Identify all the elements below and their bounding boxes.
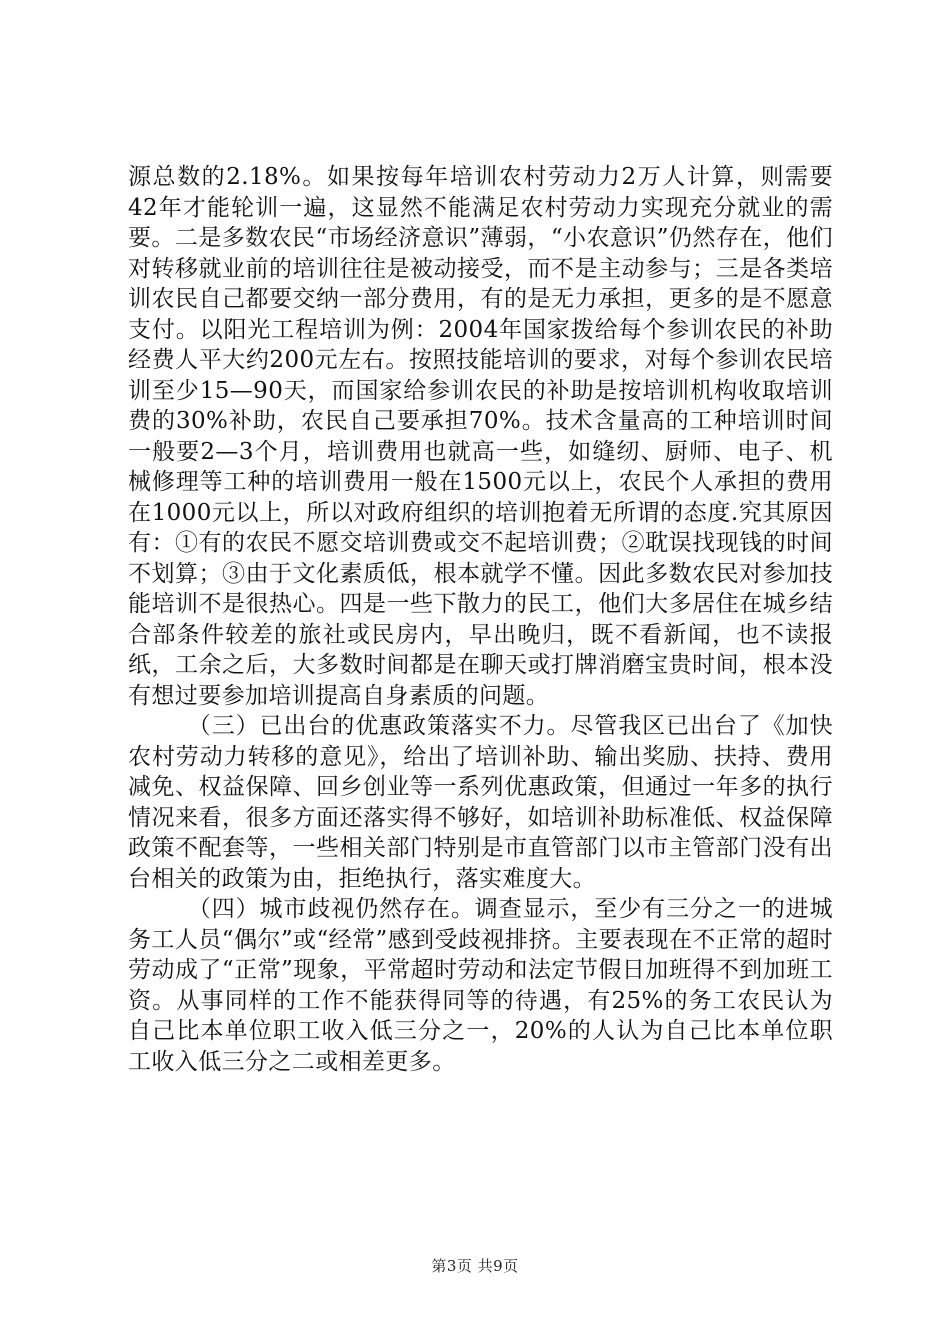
paragraph-training-issues: 源总数的2.18%。如果按每年培训农村劳动力2万人计算，则需要42年才能轮训一遍，这显然不能满足农村劳动力实现充分就业的需要。二是多数农民“市场经济意识”薄弱，“小农意识”仍然存在，他们对转移就业前的培训往往是被动接受，而不是主动参与；三是各类培训农民自己都要交纳一部分费用，有的是无力承担，更多的是不愿意支付。以阳光工程培训为例：2004年国家拨给每个参训农民的补助经费人平大约200元左右。按照技能培训的要求，对每个参训农民培训至少15—90天，而国家给参训农民的补助是按培训机构收取培训费的30%补助，农民自己要承担70%。技术含量高的工种培训时间一般要2—3个月，培训费用也就高一些，如缝纫、厨师、电子、机械修理等工种的培训费用一般在1500元以上，农民个人承担的费用在1000元以上，所以对政府组织的培训抱着无所谓的态度.究其原因有：①有的农民不愿交培训费或交不起培训费；②耽误找现钱的时间不划算；③由于文化素质低，根本就学不懂。因此多数农民对参加技能培训不是很热心。四是一些下散力的民工，他们大多居住在城乡结合部条件较差的旅社或民房内，早出晚归，既不看新闻，也不读报纸，工余之后，大多数时间都是在聊天或打牌消磨宝贵时间，根本没有想过要参加培训提高自身素质的问题。 [128,164,833,709]
paragraph-urban-discrimination: （四）城市歧视仍然存在。调查显示，至少有三分之一的进城务工人员“偶尔”或“经常”感到受歧视排挤。主要表现在不正常的超时劳动成了“正常”现象，平常超时劳动和法定节假日加班得不到加班工资。从事同样的工作不能获得同等的待遇，有25%的务工农民认为自己比本单位职工收入低三分之一，20%的人认为自己比本单位职工收入低三分之二或相差更多。 [128,896,833,1075]
page-number-footer: 第3页 共9页 [431,1257,519,1275]
paragraph-policy-implementation: （三）已出台的优惠政策落实不力。尽管我区已出台了《加快农村劳动力转移的意见》，给出了培训补助、输出奖励、扶持、费用减免、权益保障、回乡创业等一系列优惠政策，但通过一年多的执行情况来看，很多方面还落实得不够好，如培训补助标准低、权益保障政策不配套等，一些相关部门特别是市直管部门以市主管部门没有出台相关的政策为由，拒绝执行，落实难度大。 [128,713,833,892]
document-body [128,162,833,1077]
